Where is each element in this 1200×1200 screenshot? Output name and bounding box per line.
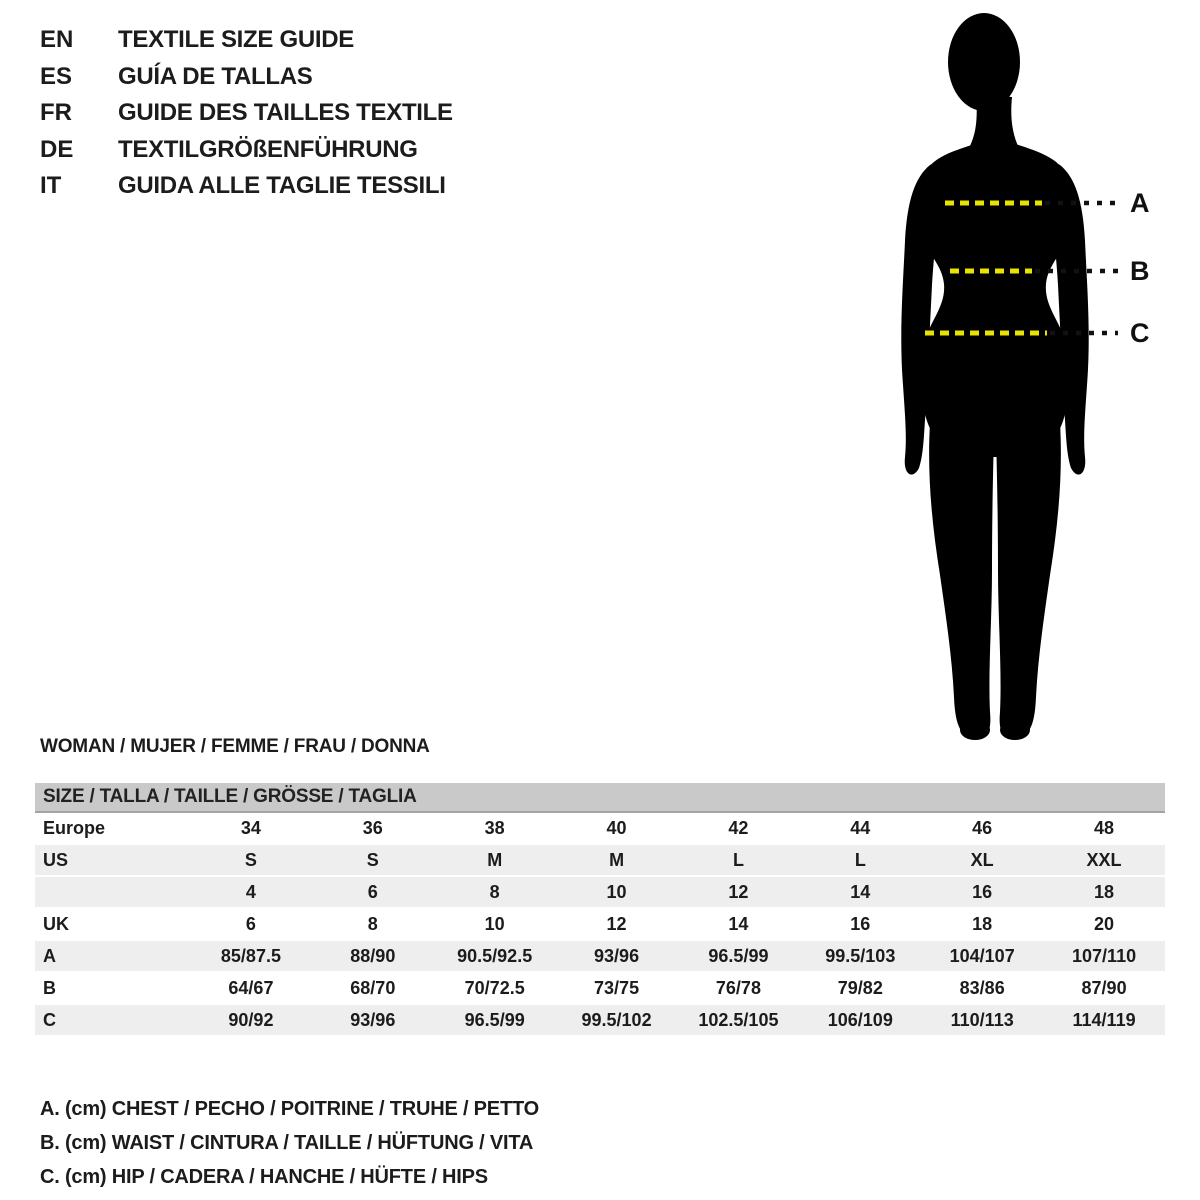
table-cell: 99.5/103 (825, 945, 896, 966)
language-title: TEXTILGRÖßENFÜHRUNG (118, 135, 418, 163)
table-cell: 90/92 (228, 1009, 274, 1030)
table-cell: 114/119 (1072, 1009, 1136, 1030)
table-cell: 46 (972, 817, 993, 838)
table-cell: 8 (367, 913, 378, 934)
table-cell: 18 (1094, 881, 1115, 902)
table-cell: 38 (484, 817, 505, 838)
measurement-legend (40, 1092, 539, 1194)
silhouette-left-foot (960, 720, 990, 740)
table-cell: M (609, 849, 625, 870)
table-cell: 18 (972, 913, 993, 934)
row-label: US (43, 849, 69, 870)
table-cell: 36 (362, 817, 383, 838)
table-cell: 96.5/99 (464, 1009, 525, 1030)
language-code: ES (40, 62, 73, 90)
row-label: Europe (43, 817, 106, 838)
section-title: WOMAN / MUJER / FEMME / FRAU / DONNA (40, 736, 430, 757)
table-row (35, 941, 1165, 973)
table-cell: 44 (850, 817, 871, 838)
table-cell: 14 (850, 881, 871, 902)
legend-item: A. (cm) CHEST / PECHO / POITRINE / TRUHE / PETTO (40, 1098, 539, 1120)
language-code: DE (40, 135, 74, 163)
table-cell: 110/113 (950, 1009, 1014, 1030)
table-row (35, 845, 1165, 877)
language-title: GUIDA ALLE TAGLIE TESSILI (118, 172, 446, 199)
legend-item: B. (cm) WAIST / CINTURA / TAILLE / HÜFTUNG / VITA (40, 1132, 534, 1154)
table-cell: M (487, 849, 503, 870)
row-label: UK (43, 913, 69, 934)
language-title-list (40, 22, 453, 205)
table-cell: 42 (728, 817, 749, 838)
language-code: EN (40, 26, 74, 53)
silhouette-right-foot (1000, 720, 1030, 740)
table-row (35, 813, 1165, 845)
table-cell: 83/86 (959, 977, 1005, 998)
table-cell: 90.5/92.5 (457, 945, 533, 966)
row-label: A (43, 945, 56, 966)
language-code: IT (40, 172, 62, 199)
table-cell: 6 (245, 913, 256, 934)
table-cell: 8 (489, 881, 500, 902)
woman-silhouette (901, 13, 1088, 740)
table-row (35, 1005, 1165, 1037)
table-cell: 85/87.5 (220, 945, 281, 966)
table-cell: 70/72.5 (464, 977, 525, 998)
waist-marker-label: B (1130, 256, 1150, 286)
table-cell: 68/70 (350, 977, 396, 998)
table-cell: 10 (484, 913, 505, 934)
size-table-header: SIZE / TALLA / TAILLE / GRÖSSE / TAGLIA (35, 783, 1165, 813)
table-row (35, 973, 1165, 1005)
table-cell: 48 (1094, 817, 1115, 838)
table-cell: 6 (367, 881, 378, 902)
table-cell: XL (970, 849, 994, 870)
table-cell: 93/96 (350, 1009, 396, 1030)
size-table-rows (35, 813, 1165, 1037)
table-cell: 64/67 (228, 977, 274, 998)
table-cell: 87/90 (1081, 977, 1127, 998)
table-cell: 16 (850, 913, 871, 934)
table-cell: 20 (1094, 913, 1115, 934)
table-cell: S (366, 849, 379, 870)
table-cell: XXL (1086, 849, 1122, 870)
row-label: C (43, 1009, 56, 1030)
language-code: FR (40, 99, 72, 126)
table-cell: S (244, 849, 257, 870)
language-row (40, 132, 453, 169)
language-row (40, 95, 453, 132)
table-cell: 88/90 (350, 945, 396, 966)
table-cell: 4 (245, 881, 256, 902)
woman-silhouette-figure (880, 5, 1160, 740)
table-cell: 93/96 (594, 945, 640, 966)
table-cell: 96.5/99 (708, 945, 769, 966)
hip-marker-label: C (1130, 318, 1150, 348)
silhouette-right-leg (996, 423, 1061, 740)
table-cell: 104/107 (949, 945, 1015, 966)
table-cell: 99.5/102 (581, 1009, 652, 1030)
table-cell: 40 (606, 817, 627, 838)
silhouette-left-leg (929, 423, 994, 740)
table-cell: 34 (240, 817, 261, 838)
table-cell: 14 (728, 913, 749, 934)
language-row (40, 59, 453, 96)
table-cell: 106/109 (827, 1009, 893, 1030)
table-cell: 76/78 (715, 977, 761, 998)
table-cell: 79/82 (837, 977, 883, 998)
language-title: TEXTILE SIZE GUIDE (118, 26, 354, 53)
chest-marker-label: A (1130, 188, 1150, 218)
size-table (35, 783, 1165, 1037)
language-title: GUÍA DE TALLAS (118, 62, 313, 90)
table-cell: 107/110 (1072, 945, 1137, 966)
row-label: B (43, 977, 56, 998)
table-cell: L (732, 849, 744, 870)
table-row (35, 877, 1165, 909)
legend-item: C. (cm) HIP / CADERA / HANCHE / HÜFTE / HIPS (40, 1166, 488, 1188)
table-cell: 16 (972, 881, 993, 902)
table-row (35, 909, 1165, 941)
table-cell: L (854, 849, 866, 870)
language-title: GUIDE DES TAILLES TEXTILE (118, 99, 453, 126)
table-cell: 10 (606, 881, 627, 902)
table-cell: 102.5/105 (698, 1009, 779, 1030)
language-row (40, 22, 453, 59)
table-cell: 12 (606, 913, 627, 934)
language-row (40, 168, 453, 205)
table-cell: 73/75 (594, 977, 640, 998)
table-cell: 12 (728, 881, 749, 902)
